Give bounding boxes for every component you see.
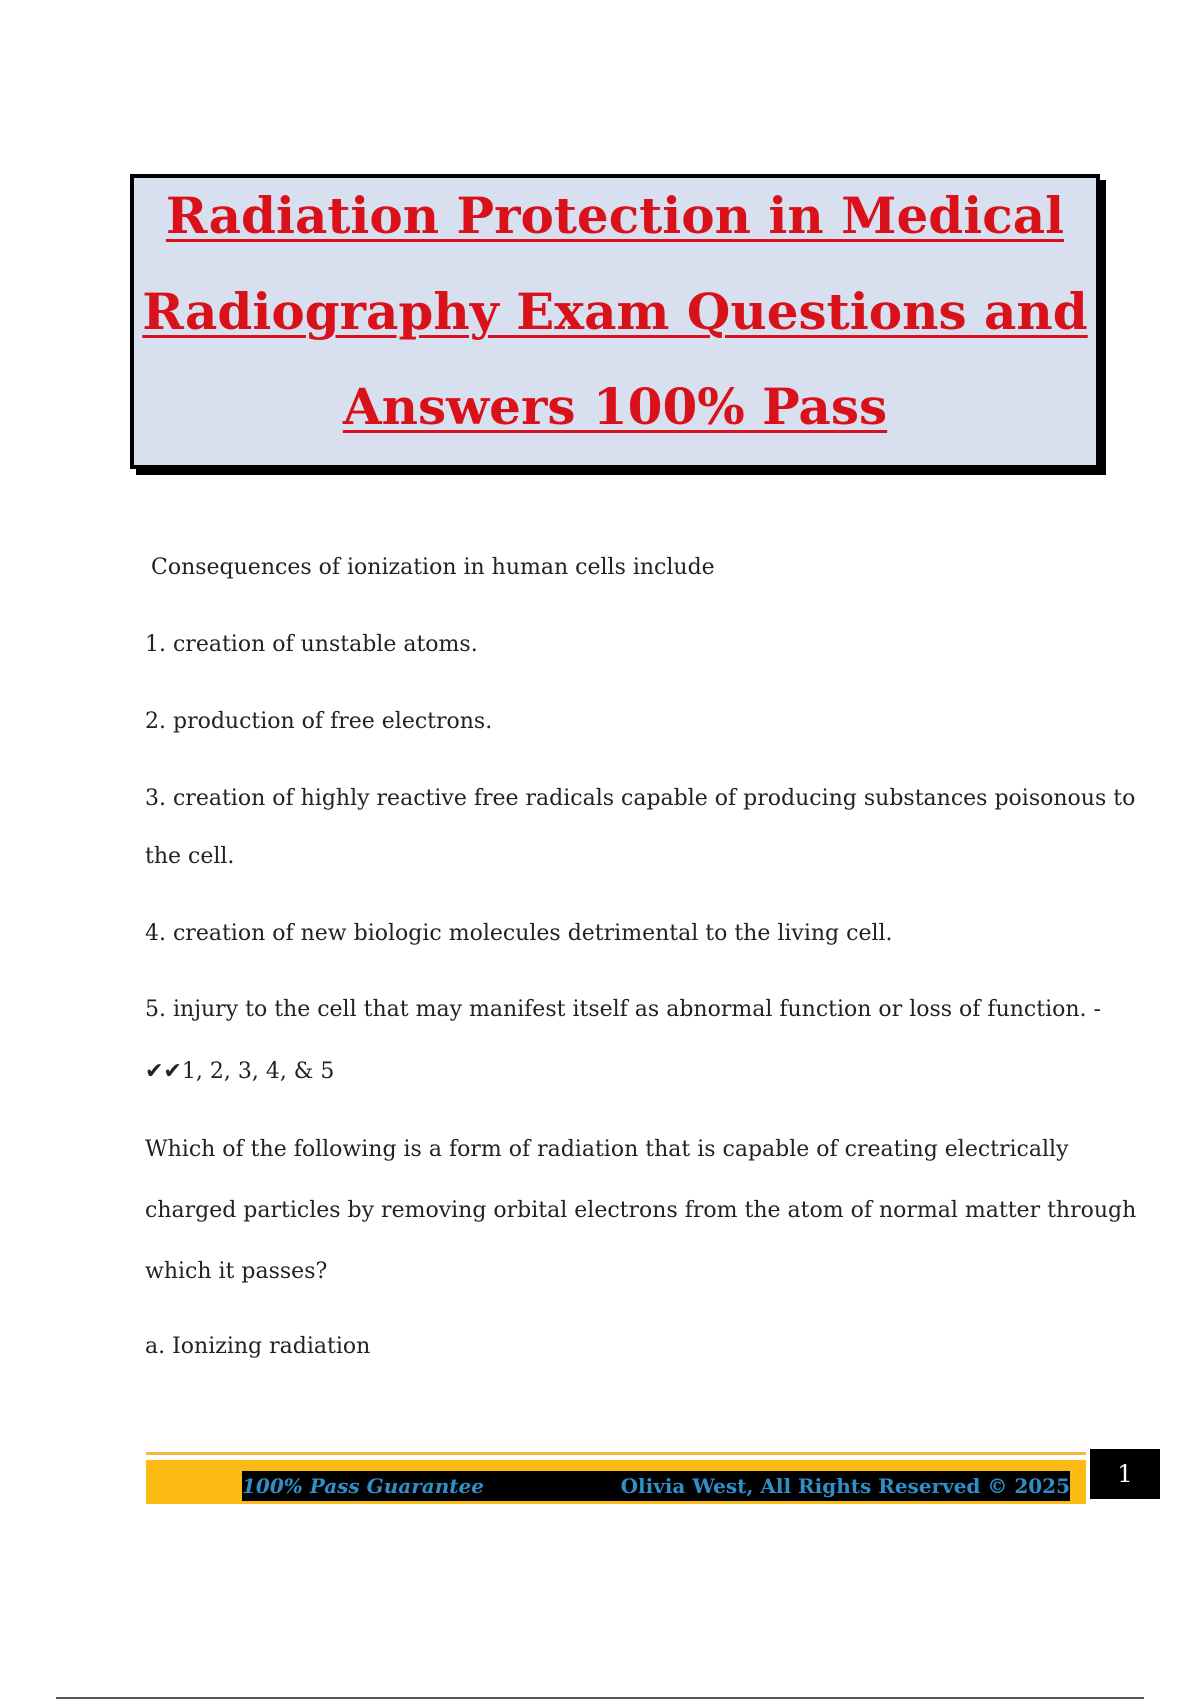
document-title-line-1: Radiation Protection in Medical	[165, 186, 1065, 245]
question-2-stem-line-2: charged particles by removing orbital electrons from the atom of normal matter through	[145, 1198, 1137, 1223]
footer-bar	[146, 1460, 1086, 1504]
document-title-line-3: Answers 100% Pass	[342, 377, 888, 436]
document-title-line-2: Radiography Exam Questions and	[142, 282, 1088, 341]
footer-divider	[146, 1452, 1086, 1455]
question-1-option-4: 4. creation of new biologic molecules detrimental to the living cell.	[145, 921, 893, 946]
question-1-stem: Consequences of ionization in human cells include	[151, 555, 715, 580]
title-box	[130, 174, 1100, 469]
question-1-answer: ✔✔1, 2, 3, 4, & 5	[145, 1059, 335, 1084]
page-bottom-divider	[56, 1697, 1144, 1699]
question-1-option-5: 5. injury to the cell that may manifest itself as abnormal function or loss of function. -	[145, 997, 1101, 1022]
question-1-option-1: 1. creation of unstable atoms.	[145, 632, 478, 657]
question-1-option-3: 3. creation of highly reactive free radicals capable of producing substances poisonous to	[145, 786, 1136, 811]
question-2-option-a: a. Ionizing radiation	[145, 1334, 371, 1359]
footer-inner-band	[242, 1471, 1070, 1501]
footer-guarantee-text: 100% Pass Guarantee	[242, 1474, 484, 1498]
question-2-stem-line-3: which it passes?	[145, 1259, 328, 1284]
question-2-stem-line-1: Which of the following is a form of radiation that is capable of creating electrically	[145, 1137, 1069, 1162]
question-1-option-3-continued: the cell.	[145, 844, 235, 869]
page-number: 1	[1090, 1449, 1160, 1499]
footer-copyright-text: Olivia West, All Rights Reserved © 2025	[620, 1474, 1070, 1498]
question-1-option-2: 2. production of free electrons.	[145, 709, 493, 734]
